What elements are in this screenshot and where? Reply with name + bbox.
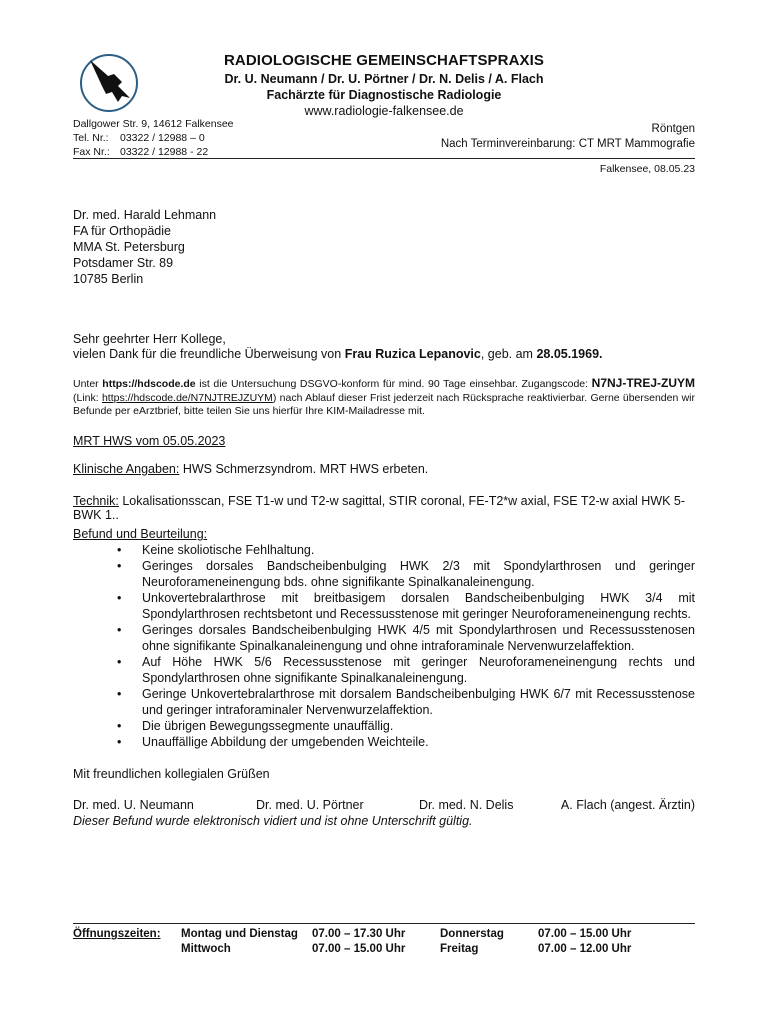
recipient-address: [73, 207, 216, 287]
patient-dob: 28.05.1969.: [536, 347, 603, 361]
intro-born: , geb. am: [480, 347, 533, 361]
finding-item: • Unauffällige Abbildung der umgebenden Weichteile.: [117, 734, 695, 750]
technique-info: [73, 494, 695, 522]
recipient-city: 10785 Berlin: [73, 272, 144, 286]
access-link[interactable]: https://hdscode.de: [102, 378, 196, 390]
access-info: [73, 377, 695, 419]
access-text-4: ) nach Ablauf dieser Frist jederzeit nach Rücksprache reaktivierbar. Gerne übersenden wir Befunde per eArztbrief, bitte teilen Sie uns hierfür Ihre KIM-Mailadresse mit.: [73, 391, 695, 417]
hours-time: 07.00 – 12.00 Uhr: [538, 943, 632, 955]
recipient-title: FA für Orthopädie: [73, 224, 171, 238]
salutation: Sehr geehrter Herr Kollege,: [73, 332, 226, 346]
phone-label: Tel. Nr.:: [73, 132, 109, 144]
hours-day: Montag und Dienstag: [181, 928, 298, 940]
finding-item: • Geringe Unkovertebralarthrose mit dorsalem Bandscheibenbulging HWK 6/7 mit Recessusstenose und geringer intraforaminaler Nervenwurzelaffektion.: [117, 686, 695, 718]
finding-item: • Unkovertebralarthrose mit breitbasigem dorsalen Bandscheibenbulging HWK 3/4 mit Spondylarthrosen rechtsbetont und Recessusstenose mit geringer Neuroforameneinengung rechts.: [117, 590, 695, 622]
fax-value: 03322 / 12988 - 22: [120, 146, 209, 158]
footer-divider: [73, 923, 695, 924]
validity-note: Dieser Befund wurde elektronisch vidiert und ist ohne Unterschrift gültig.: [73, 814, 473, 828]
phone-value: 03322 / 12988 – 0: [120, 132, 205, 144]
access-link-direct[interactable]: https://hdscode.de/N7NJTREJZUYM: [101, 391, 273, 404]
recipient-street: Potsdamer Str. 89: [73, 256, 174, 270]
hours-time: 07.00 – 15.00 Uhr: [538, 928, 632, 940]
findings-heading: Befund und Beurteilung:: [73, 527, 208, 541]
finding-item: • Geringes dorsales Bandscheibenbulging HWK 2/3 mit Spondylarthrosen und geringer Neuroforameneinengung bds. ohne signifikante Spinalkanaleinengung.: [117, 558, 695, 590]
header-divider: [73, 158, 695, 159]
hours-day: Donnerstag: [440, 928, 504, 940]
technique-label: Technik:: [73, 494, 119, 508]
practice-title: RADIOLOGISCHE GEMEINSCHAFTSPRAXIS: [224, 52, 544, 69]
referral-intro: [73, 347, 695, 361]
practice-phone: [73, 132, 205, 144]
letter-date: Falkensee, 08.05.23: [599, 163, 695, 175]
access-text-2: ist die Untersuchung DSGVO-konform für mind. 90 Tage einsehbar. Zugangscode:: [199, 378, 589, 390]
practice-fax: [73, 146, 208, 158]
access-text-1: Unter: [73, 378, 99, 390]
practice-specialty: Fachärzte für Diagnostische Radiologie: [266, 88, 502, 102]
practice-logo: [78, 52, 140, 114]
intro-text: vielen Dank für die freundliche Überweisung von: [73, 347, 342, 361]
hours-day: Freitag: [440, 943, 479, 955]
fax-label: Fax Nr.:: [73, 146, 110, 158]
service-appointments: Nach Terminvereinbarung: CT MRT Mammografie: [440, 138, 695, 150]
signature-poertner: Dr. med. U. Pörtner: [256, 798, 364, 812]
technique-text: Lokalisationsscan, FSE T1-w und T2-w sagittal, STIR coronal, FE-T2*w axial, FSE T2-w axial HWK 5-BWK 1..: [73, 494, 686, 522]
practice-website: www.radiologie-falkensee.de: [304, 104, 464, 118]
finding-item: • Geringes dorsales Bandscheibenbulging HWK 4/5 mit Spondylarthrosen und Recessusstenosen ohne signifikante Spinalkanaleinengung und ohne intraforaminale Nervenwurzelaffektion.: [117, 622, 695, 654]
findings-list: [117, 542, 695, 750]
finding-item: • Die übrigen Bewegungssegmente unauffällig.: [117, 718, 695, 734]
practice-doctors: Dr. U. Neumann / Dr. U. Pörtner / Dr. N. Delis / A. Flach: [224, 72, 544, 86]
finding-item: • Keine skoliotische Fehlhaltung.: [117, 542, 695, 558]
practice-address: Dallgower Str. 9, 14612 Falkensee: [73, 118, 234, 130]
clinical-text: HWS Schmerzsyndrom. MRT HWS erbeten.: [182, 462, 429, 476]
access-text-3: (Link:: [73, 391, 99, 404]
access-code: N7NJ-TREJ-ZUYM: [591, 376, 696, 390]
hours-day: Mittwoch: [181, 943, 231, 955]
closing-greeting: Mit freundlichen kollegialen Grüßen: [73, 767, 270, 781]
recipient-name: Dr. med. Harald Lehmann: [73, 208, 217, 222]
hours-time: 07.00 – 17.30 Uhr: [312, 928, 406, 940]
clinical-label: Klinische Angaben:: [73, 462, 180, 476]
hours-time: 07.00 – 15.00 Uhr: [312, 943, 406, 955]
patient-name: Frau Ruzica Lepanovic: [344, 347, 481, 361]
signature-flach: A. Flach (angest. Ärztin): [560, 798, 695, 812]
clinical-info: [73, 462, 695, 476]
exam-title: MRT HWS vom 05.05.2023: [73, 434, 226, 448]
service-xray: Röntgen: [651, 123, 695, 135]
signature-delis: Dr. med. N. Delis: [419, 798, 514, 812]
recipient-org: MMA St. Petersburg: [73, 240, 185, 254]
signature-neumann: Dr. med. U. Neumann: [73, 798, 194, 812]
finding-item: • Auf Höhe HWK 5/6 Recessusstenose mit geringer Neuroforameneinengung rechts und Spondylarthrosen ohne signifikante Spinalkanaleinengung.: [117, 654, 695, 686]
opening-hours-label: Öffnungszeiten:: [73, 928, 161, 940]
